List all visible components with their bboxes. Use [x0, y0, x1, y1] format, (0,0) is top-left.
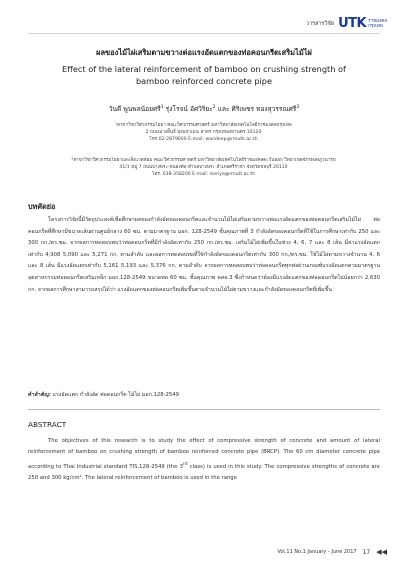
author-2: รุ่งโรจน์ อัศวิริยะ — [163, 105, 213, 113]
header-divider — [28, 33, 380, 34]
page-footer — [277, 548, 387, 556]
affiliation-1-line2: 2 ถนนนางลิ้นจี่ ทุ่งมหาเมฆ สาทร กรุงเทพมหานคร 10120 — [145, 130, 262, 136]
abstract-english-part1: The objectives of this research is to study the effect of compressive strength of concrete and amount of lateral reinforcement of bamboo on crushing strength of bamboo reinforced concrete pipe (BRCP). The 60 cm diameter concrete pipe according to Thai Industrial standard TIS.128-2549 (the 3 — [28, 438, 380, 470]
keywords-thai — [28, 391, 380, 399]
logo-subtitle — [368, 19, 387, 29]
logo-line2: กรุงเทพ — [368, 23, 383, 29]
title-thai: ผลของไม้ไผ่เสริมตามขวางต่อแรงอัดแตกของท่อคอนกรีตเสริมไม้ไผ่ — [96, 48, 312, 57]
journal-header — [306, 16, 387, 31]
affiliation-1-line1: ¹สาขาวิชาวิศวกรรมโยธา คณะวิศวกรรมศาสตร์ มหาวิทยาลัยเทคโนโลยีราชมงคลกรุงเทพ — [115, 123, 292, 128]
page-number: 17 — [362, 548, 371, 556]
title-english-line2: bamboo reinforced concrete pipe — [135, 76, 273, 86]
logo-line1: ราชมงคล — [368, 18, 387, 24]
affiliation-1 — [0, 122, 407, 144]
affiliation-2 — [0, 157, 407, 179]
author-3-sup: 3 — [296, 104, 300, 110]
logo-mark: UTK — [338, 16, 367, 31]
author-2-sup: 2 — [212, 104, 216, 110]
keywords-text: แรงอัดแตก กำลังอัด ท่อคอนกรีต ไม้ไผ่ มอก.128-2549 — [50, 392, 179, 398]
affiliation-2-line3: โทร. 038-358200 E-mail: isoriya@rmutt.ac.th — [151, 172, 256, 178]
author-1: วันดี พูนพลน้อยศรี — [108, 105, 161, 113]
paper-title — [28, 47, 380, 87]
abstract-english-heading: ABSTRACT — [28, 420, 67, 429]
affiliation-2-line1: ²สาขาวิชาวิศวกรรมโยธาและสิ่งแวดล้อม คณะวิศวกรรมศาสตร์ มหาวิทยาลัยเทคโนโลยีราชมงคลตะวันออก วิทยาเขตจักรพงษภูวนารถ — [71, 158, 336, 163]
abstract-english-sup: rd — [182, 461, 188, 467]
author-3: และ ศิริเพชร ทองสุวรรณศรี — [215, 105, 297, 113]
abstract-english-body — [28, 436, 380, 484]
section-divider — [28, 409, 380, 410]
university-logo — [338, 16, 387, 31]
issue-info: Vol.11 No.1 January - June 2017 — [277, 549, 357, 555]
journal-name: วารสารวิจัย — [305, 20, 335, 27]
keywords-label: คำสำคัญ: — [28, 392, 51, 398]
abstract-english-part2: class) is used in this study. The compressive strengths of concrete are 250 and 300 kg/cm². The lateral reinforcement of bamboo is used in the range — [28, 463, 380, 481]
affiliation-1-line3: โทร.02-2879600 E-mail: wandeep@rmutk.ac.th — [149, 137, 258, 143]
author-1-sup: 1 — [160, 104, 164, 110]
abstract-thai-body: โครงการวิจัยนี้มีวัตถุประสงค์เพื่อศึกษาผลของกำลังอัดของคอนกรีตและจำนวนไม้ไผ่เสริมตามขวางต่อแรงอัดแตกของท่อคอนกรีตเสริมไม้ไผ่ ท่อคอนกรีตที่ศึกษามีขนาดเส้นผ่านศูนย์กลาง 60 ซม. ตามมาตรฐาน มอก. 128-2549 ชั้นคุณภาพที่ 3 กำลังอัดของคอนกรีตที่ใช้ในการศึกษาเท่ากับ 250 และ 300 กก./ตร.ซม. จากผลการทดสอบพบว่าท่อคอนกรีตที่มีกำลังอัดเท่ากับ 250 กก./ตร.ซม. เสริมไม้ไผ่เพิ่มขึ้นในช่วง 4, 6, 7 และ 8 เส้น มีค่าแรงอัดแตกเท่ากับ 4,908 5,090 และ 5,271 กก. ตามลำดับ และผลการทดสอบท่อที่ใช้กำลังอัดของคอนกรีตเท่ากับ 300 กก./ตร.ซม. ใช้ไม้ไผ่ตามขวางจำนวน 4, 6 และ 8 เส้น มีแรงอัดแตกเท่ากับ 5,161 5,193 และ 5,376 กก. ตามลำดับ จากผลการทดสอบพบว่าท่อคอนกรีตทุกท่อผ่านเกณฑ์แรงอัดแตกตามมาตรฐานอุตสาหกรรมท่อคอนกรีตเสริมเหล็ก มอก.128-2549 ขนาดท่อ 60 ซม. ชั้นคุณภาพ คสล.3 ซึ่งกำหนดว่าต้องมีแรงอัดแตกของท่อคอนกรีตไม่น้อยกว่า 2,630 กก. จากผลการศึกษาสามารถสรุปได้ว่า แรงอัดแตกของท่อคอนกรีตเพิ่มขึ้นตามจำนวนไม้ไผ่ตามขวางและกำลังอัดของคอนกรีตที่เพิ่มขึ้น — [28, 217, 380, 293]
title-english-line1: Effect of the lateral reinforcement of bamboo on crushing strength of — [62, 64, 346, 74]
title-english — [28, 63, 380, 87]
author-list — [28, 103, 380, 114]
abstract-thai-heading: บทคัดย่อ — [28, 202, 56, 211]
affiliation-2-line2: 41/1 หมู่ 7 ถนนบางพระ-หนองค้อ ตำบลบางพระ อำเภอศรีราชา จังหวัดชลบุรี 20110 — [119, 165, 288, 171]
double-arrow-left-icon: ◀◀ — [376, 548, 387, 556]
